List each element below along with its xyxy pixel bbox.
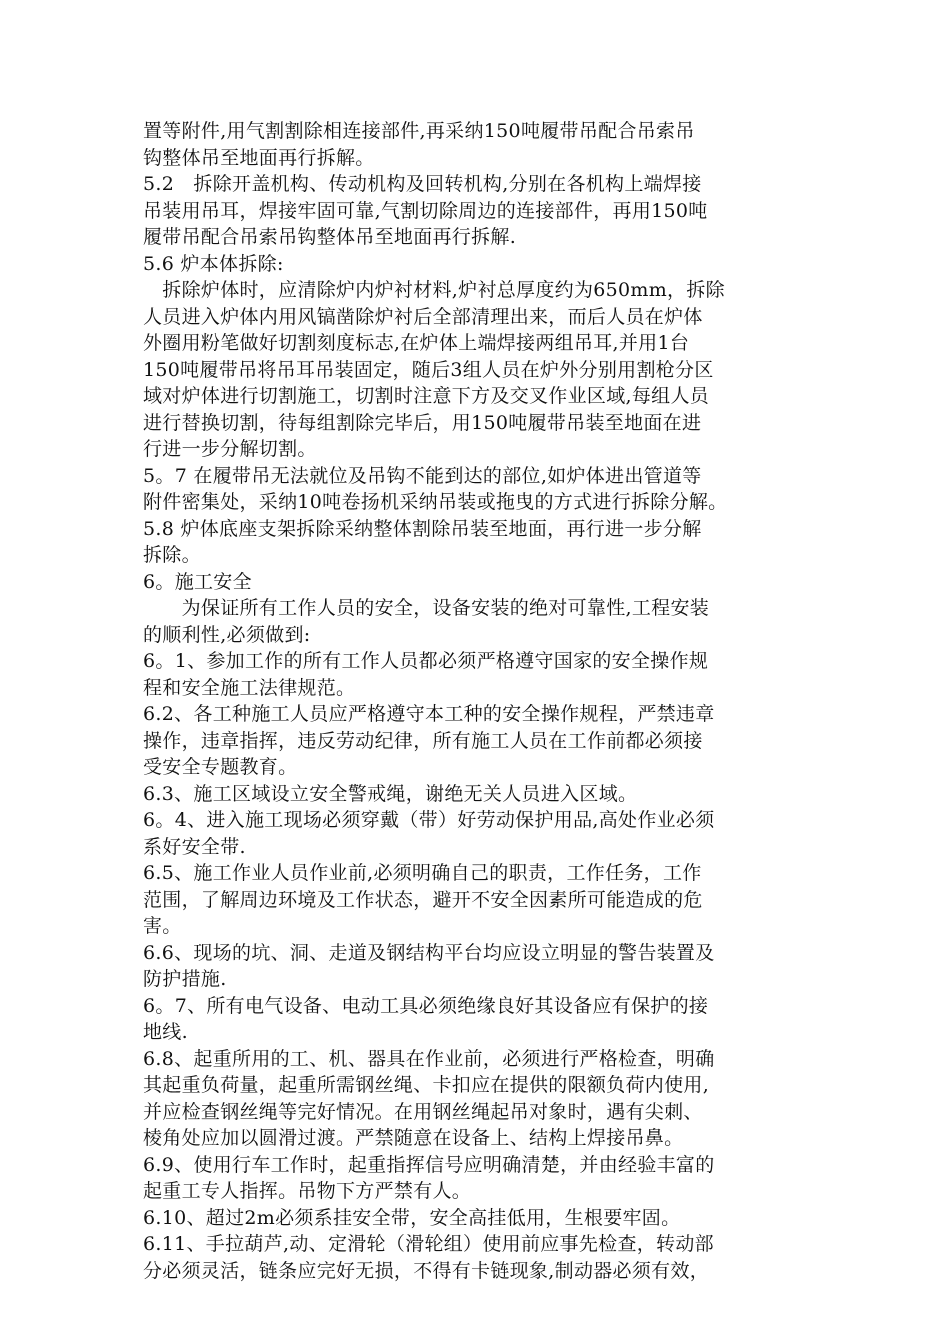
text-line: 拆除炉体时，应清除炉内炉衬材料,炉衬总厚度约为650mm，拆除 [143, 279, 725, 301]
item-6-11-line: 6.11、手拉葫芦,动、定滑轮（滑轮组）使用前应事先检查，转动部 [143, 1233, 714, 1255]
text-line: 进行替换切割，待每组割除完毕后，用150吨履带吊装至地面在进 [143, 411, 702, 434]
text-line: 棱角处应加以圆滑过渡。严禁随意在设备上、结构上焊接吊鼻。 [143, 1127, 684, 1149]
item-6-8-line: 6.8、起重所用的工、机、器具在作业前，必须进行严格检查，明确 [143, 1047, 715, 1070]
text-line: 起重工专人指挥。吊物下方严禁有人。 [143, 1180, 472, 1202]
text-line: 吊装用吊耳，焊接牢固可靠,气割切除周边的连接部件，再用150吨 [143, 199, 708, 222]
text-line: 分必须灵活，链条应完好无损，不得有卡链现象,制动器必须有效， [143, 1259, 710, 1282]
text-line: 其起重负荷量，起重所需钢丝绳、卡扣应在提供的限额负荷内使用, [143, 1074, 710, 1096]
text-line: 并应检查钢丝绳等完好情况。在用钢丝绳起吊对象时，遇有尖刺、 [143, 1100, 703, 1123]
text-line: 行进一步分解切割。 [143, 438, 317, 460]
text-line: 履带吊配合吊索吊钩整体吊至地面再行拆解. [143, 226, 517, 248]
text-line: 置等附件,用气割割除相连接部件,再采纳150吨履带吊配合吊索吊 [143, 120, 695, 142]
text-line: 受安全专题教育。 [143, 756, 298, 778]
item-6-6-line: 6.6、现场的坑、洞、走道及钢结构平台均应设立明显的警告装置及 [143, 941, 715, 964]
item-6-4-line: 6。4、进入施工现场必须穿戴（带）好劳动保护用品,高处作业必须 [143, 809, 715, 831]
item-6-9-line: 6.9、使用行车工作时，起重指挥信号应明确清楚，并由经验丰富的 [143, 1153, 715, 1176]
item-6-10-line: 6.10、超过2m必须系挂安全带，安全高挂低用，生根要牢固。 [143, 1206, 681, 1229]
text-line: 域对炉体进行切割施工，切割时注意下方及交叉作业区域,每组人员 [143, 385, 710, 407]
item-6-2-line: 6.2、各工种施工人员应严格遵守本工种的安全操作规程，严禁违章 [143, 703, 715, 725]
text-line: 地线. [143, 1021, 188, 1043]
text-line: 操作，违章指挥，违反劳动纪律，所有施工人员在工作前都必须接 [143, 729, 703, 752]
text-line: 范围，了解周边环境及工作状态，避开不安全因素所可能造成的危 [143, 888, 703, 911]
section-6-heading: 6。施工安全 [143, 570, 252, 593]
section-5-6-heading: 5.6 炉本体拆除: [143, 252, 284, 275]
section-5-2-line: 5.2 拆除开盖机构、传动机构及回转机构,分别在各机构上端焊接 [143, 173, 702, 195]
text-line: 害。 [143, 915, 182, 937]
section-5-7-line: 5。7 在履带吊无法就位及吊钩不能到达的部位,如炉体进出管道等 [143, 464, 702, 487]
text-line: 系好安全带. [143, 835, 246, 858]
text-line: 人员进入炉体内用风镐凿除炉衬后全部清理出来，而后人员在炉体 [143, 305, 703, 328]
item-6-5-line: 6.5、施工作业人员作业前,必须明确自己的职责，工作任务，工作 [143, 862, 702, 884]
text-line: 钩整体吊至地面再行拆解。 [143, 146, 375, 169]
text-line: 拆除。 [143, 544, 201, 566]
text-line: 外圈用粉笔做好切割刻度标志,在炉体上端焊接两组吊耳,并用1台 [143, 332, 690, 354]
text-line: 附件密集处，采纳10吨卷扬机采纳吊装或拖曳的方式进行拆除分解。 [143, 491, 728, 513]
item-6-1-line: 6。1、参加工作的所有工作人员都必须严格遵守国家的安全操作规 [143, 650, 709, 672]
text-line: 150吨履带吊将吊耳吊装固定，随后3组人员在炉外分别用割枪分区 [143, 358, 714, 381]
text-line: 为保证所有工作人员的安全，设备安装的绝对可靠性,工程安装 [143, 597, 710, 619]
item-6-3-line: 6.3、施工区域设立安全警戒绳，谢绝无关人员进入区域。 [143, 782, 638, 805]
text-line: 防护措施. [143, 968, 227, 990]
item-6-7-line: 6。7、所有电气设备、电动工具必须绝缘良好其设备应有保护的接 [143, 994, 709, 1017]
document-body [143, 118, 811, 1284]
section-5-8-line: 5.8 炉体底座支架拆除采纳整体割除吊装至地面，再行进一步分解 [143, 517, 702, 540]
text-line: 程和安全施工法律规范。 [143, 676, 356, 699]
text-line: 的顺利性,必须做到: [143, 623, 311, 646]
